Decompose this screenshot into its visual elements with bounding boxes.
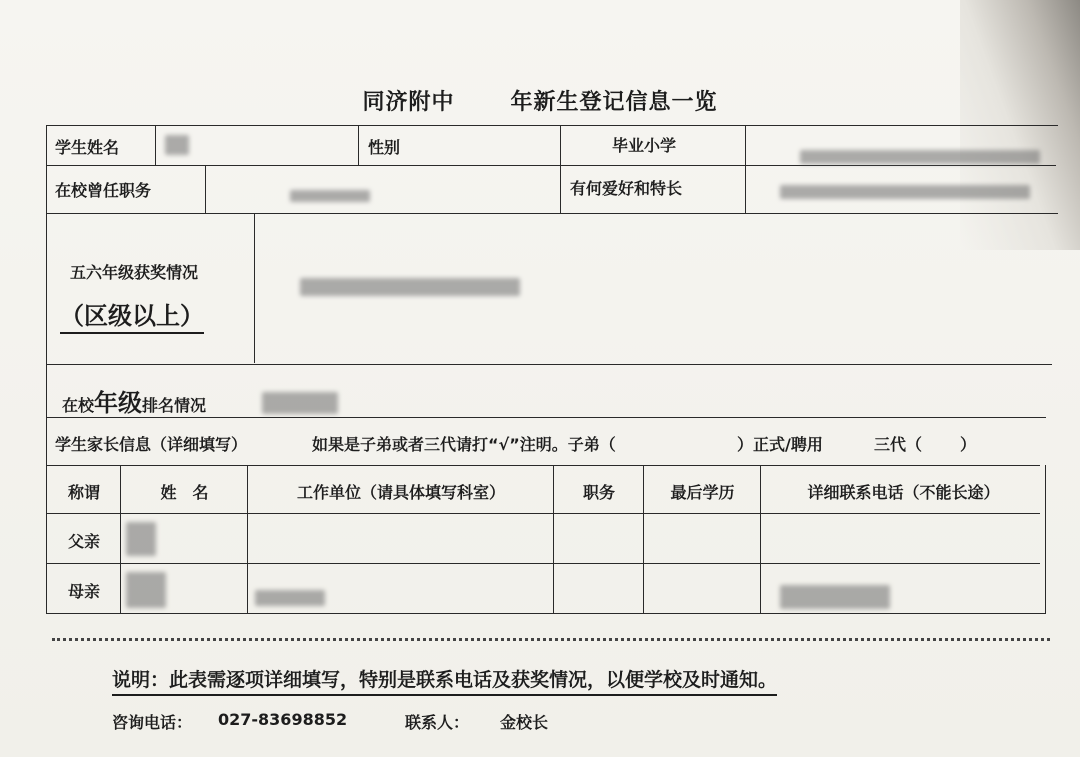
instructions-note: 说明：此表需逐项详细填写，特别是联系电话及获奖情况，以便学校及时通知。 bbox=[112, 665, 777, 696]
row2-divider-a bbox=[205, 165, 206, 213]
table-col-divider-2 bbox=[247, 465, 248, 613]
row1-bottom-line bbox=[46, 165, 1056, 166]
row2-bottom-line bbox=[46, 213, 1058, 214]
contact-person-label: 联系人： bbox=[405, 713, 470, 732]
form-title bbox=[0, 85, 1080, 116]
header-relation: 称谓 bbox=[67, 483, 100, 502]
table-right-border bbox=[1045, 465, 1046, 613]
mother-label: 母亲 bbox=[67, 582, 100, 601]
ranking-suffix: 排名情况 bbox=[142, 396, 207, 415]
redacted-mother-name bbox=[126, 572, 166, 608]
parent-info-bottom-line bbox=[46, 465, 1040, 466]
header-job-title: 职务 bbox=[582, 483, 615, 502]
sandai-label: 三代（ bbox=[874, 435, 923, 454]
awards-level-label: （区级以上） bbox=[60, 296, 204, 334]
header-name: 姓 名 bbox=[160, 483, 209, 502]
redacted-awards bbox=[300, 278, 520, 296]
redacted-hobby bbox=[780, 185, 1030, 199]
table-col-divider-1 bbox=[120, 465, 121, 613]
ranking-emphasis: 年级 bbox=[94, 389, 143, 417]
redacted-position bbox=[290, 190, 370, 202]
awards-divider bbox=[254, 213, 255, 363]
row1-divider-b bbox=[358, 125, 359, 165]
hobby-label: 有何爱好和特长 bbox=[570, 179, 683, 198]
header-phone: 详细联系电话（不能长途） bbox=[807, 483, 1000, 502]
row12-divider-d bbox=[745, 125, 746, 213]
parent-info-label: 学生家长信息（详细填写） bbox=[55, 435, 248, 454]
position-label: 在校曾任职务 bbox=[55, 181, 152, 200]
redacted-father-name bbox=[126, 522, 156, 556]
table-col-divider-5 bbox=[760, 465, 761, 613]
consult-phone-label: 咨询电话： bbox=[112, 713, 193, 732]
student-name-label: 学生姓名 bbox=[55, 138, 120, 157]
table-col-divider-3 bbox=[553, 465, 554, 613]
title-subject: 年新生登记信息一览 bbox=[510, 90, 718, 115]
title-school: 同济附中 bbox=[362, 90, 455, 115]
redacted-mother-employer bbox=[255, 590, 325, 606]
awards-bottom-line bbox=[46, 364, 1052, 365]
redacted-student-name bbox=[165, 135, 189, 155]
header-employer: 工作单位（请具体填写科室） bbox=[296, 483, 505, 502]
table-header-bottom-line bbox=[46, 513, 1040, 514]
contact-person-name: 金校长 bbox=[500, 713, 549, 732]
parent-info-instruction: 如果是子弟或者三代请打“√”注明。子弟（ bbox=[312, 435, 616, 454]
redacted-mother-phone bbox=[780, 585, 890, 609]
gender-label: 性别 bbox=[368, 138, 401, 157]
header-education: 最后学历 bbox=[670, 483, 735, 502]
ranking-label bbox=[62, 383, 206, 418]
dotted-separator bbox=[52, 638, 1050, 641]
redacted-ranking bbox=[262, 392, 338, 414]
table-bottom-line bbox=[46, 613, 1046, 614]
ranking-prefix: 在校 bbox=[62, 396, 95, 415]
redacted-school bbox=[800, 150, 1040, 164]
form-left-border bbox=[46, 125, 47, 613]
consult-phone-number: 027-83698852 bbox=[218, 710, 348, 729]
form-top-border bbox=[46, 125, 1058, 126]
sandai-close: ） bbox=[960, 435, 977, 454]
table-row1-bottom-line bbox=[46, 563, 1040, 564]
awards-label: 五六年级获奖情况 bbox=[70, 263, 199, 282]
row1-divider-a bbox=[155, 125, 156, 165]
primary-school-label: 毕业小学 bbox=[612, 136, 677, 155]
row12-divider-c bbox=[560, 125, 561, 213]
table-col-divider-4 bbox=[643, 465, 644, 613]
zidi-employment-label: ）正式/聘用 bbox=[737, 435, 823, 454]
father-label: 父亲 bbox=[67, 532, 100, 551]
